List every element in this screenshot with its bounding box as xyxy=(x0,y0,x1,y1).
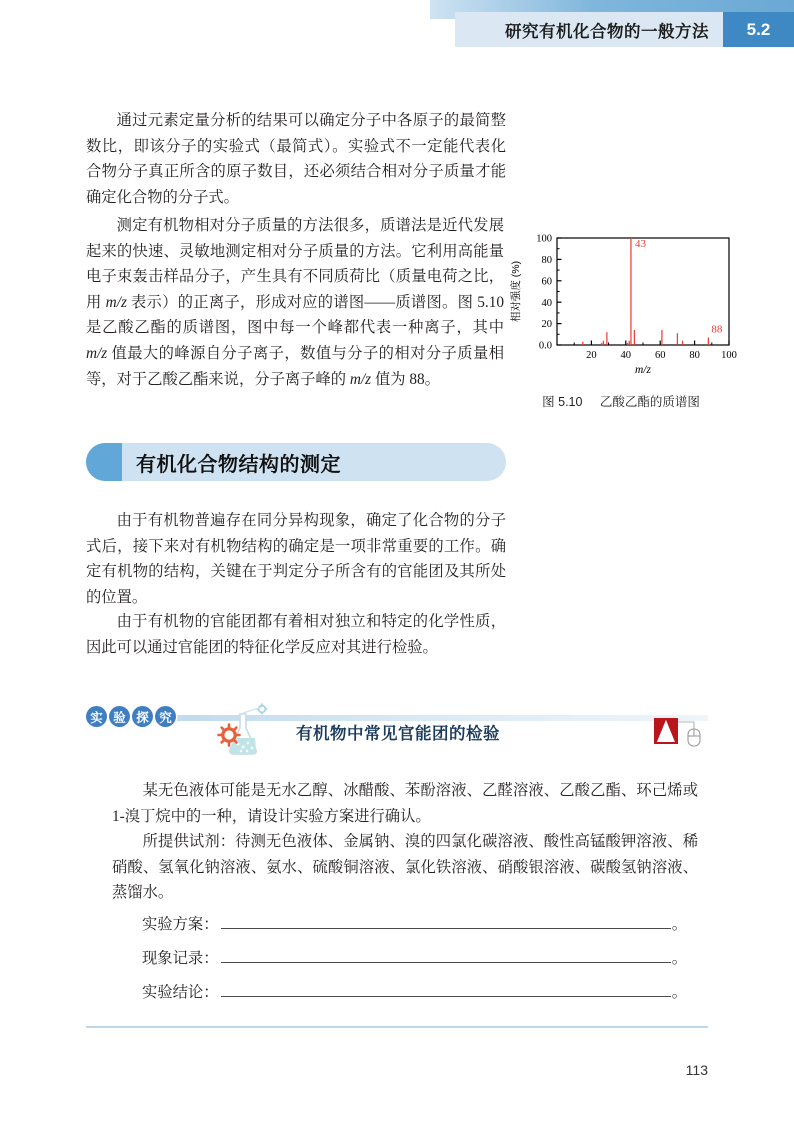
header-title: 研究有机化合物的一般方法 xyxy=(455,12,723,47)
small-gear-icon xyxy=(257,704,267,714)
plot-frame xyxy=(557,238,729,345)
y-tick-label: 40 xyxy=(541,297,552,309)
para2-part-d: 值为 88。 xyxy=(371,370,440,388)
badge-char-3: 究 xyxy=(155,706,176,727)
red-gear-icon xyxy=(219,725,240,746)
experiment-body xyxy=(112,778,698,906)
blank-row[interactable] xyxy=(142,946,687,980)
page-number: 113 xyxy=(685,1062,708,1078)
badge-char-2: 探 xyxy=(132,706,153,727)
x-tick-label: 20 xyxy=(586,350,597,361)
peak-label: 88 xyxy=(711,323,723,336)
blank-write-line[interactable] xyxy=(221,962,671,963)
mass-spectrum-chart xyxy=(505,228,737,380)
x-axis-label: m/z xyxy=(635,364,651,376)
figure-caption-text: 乙酸乙酯的质谱图 xyxy=(599,395,700,409)
section-paragraph-2 xyxy=(86,609,506,660)
experiment-resource-icons xyxy=(654,716,708,748)
paragraph-text xyxy=(86,213,504,392)
section-heading-bar xyxy=(86,443,506,481)
blank-row[interactable] xyxy=(142,980,687,1014)
paragraph-text: 通过元素定量分析的结果可以确定分子中各原子的最简整数比，即该分子的实验式（最简式）。实验式不一定能代表化合物分子真正所含的原子数目，还必须结合相对分子质量才能确定化合物的分子式。 xyxy=(86,112,506,206)
y-tick-label: 0.0 xyxy=(538,340,552,352)
section-heading-title: 有机化合物结构的测定 xyxy=(136,453,341,476)
flask-icon xyxy=(216,702,278,758)
blank-period: 。 xyxy=(671,984,687,1001)
experiment-banner xyxy=(86,700,708,758)
para2-part-c: 值最大的峰源自分子离子，数值与分子的相对分子质量相等，对于乙酸乙酯来说，分子离子峰的 xyxy=(86,344,504,388)
experiment-blanks xyxy=(142,912,687,1014)
figure-caption xyxy=(505,392,737,410)
blank-label: 实验方案： xyxy=(142,916,219,933)
figure-mass-spectrum xyxy=(505,228,737,410)
y-tick-label: 80 xyxy=(541,255,552,266)
x-tick-label: 100 xyxy=(721,350,737,361)
badge-char-1: 验 xyxy=(109,706,130,727)
mz-symbol: m/z xyxy=(105,293,127,311)
para2-part-b: 表示）的正离子，形成对应的谱图——质谱图。图 5.10 是乙酸乙酯的质谱图，图中每一个峰都代表一种离子，其中 xyxy=(86,293,504,337)
para2-part-a: 测定有机物相对分子质量的方法很多，质谱法是近代发展起来的快速、灵敏地测定相对分子质量的方法。它利用高能量电子束轰击样品分子，产生具有不同质荷比（质量电荷之比，用 xyxy=(86,217,504,311)
y-tick-label: 100 xyxy=(536,233,552,245)
y-tick-label: 60 xyxy=(541,276,552,288)
mouse-icon xyxy=(688,729,700,746)
x-tick-label: 60 xyxy=(654,350,666,361)
mz-symbol: m/z xyxy=(86,344,108,362)
experiment-paragraph-2: 所提供试剂：待测无色液体、金属钠、溴的四氯化碳溶液、酸性高锰酸钾溶液、稀硝酸、氢氧化钠溶液、氨水、硫酸铜溶液、氯化铁溶液、硝酸银溶液、碳酸氢钠溶液、蒸馏水。 xyxy=(112,833,698,902)
paragraph-text: 由于有机物普遍存在同分异构现象，确定了化合物的分子式后，接下来对有机物结构的确定是一项非常重要的工作。确定有机物的结构，关键在于判定分子所含有的官能团及其所处的位置。 xyxy=(86,512,506,606)
body-paragraph-1 xyxy=(86,108,506,210)
section-heading-accent-block xyxy=(86,443,122,481)
blank-write-line[interactable] xyxy=(221,928,671,929)
blank-row[interactable] xyxy=(142,912,687,946)
blank-label: 实验结论： xyxy=(142,984,219,1001)
peak-label: 43 xyxy=(634,238,646,250)
header-section-number: 5.2 xyxy=(723,12,794,47)
y-tick-label: 20 xyxy=(541,319,552,331)
blank-period: 。 xyxy=(671,950,687,967)
footer-rule xyxy=(86,1026,708,1028)
running-header xyxy=(0,0,794,47)
section-paragraph-1 xyxy=(86,508,506,610)
mz-symbol: m/z xyxy=(349,370,372,388)
experiment-badge xyxy=(86,706,176,727)
x-tick-label: 40 xyxy=(620,350,632,361)
body-paragraph-2 xyxy=(86,213,504,392)
blank-write-line[interactable] xyxy=(221,996,671,997)
x-tick-label: 80 xyxy=(689,350,700,361)
paragraph-text: 由于有机物的官能团都有着相对独立和特定的化学性质，因此可以通过官能团的特征化学反应对其进行检验。 xyxy=(86,613,506,656)
experiment-title: 有机物中常见官能团的检验 xyxy=(296,725,500,743)
y-axis-label: 相对强度 (%) xyxy=(510,260,522,323)
blank-period: 。 xyxy=(671,916,687,933)
badge-char-0: 实 xyxy=(86,706,107,727)
red-flag-icon xyxy=(654,718,678,744)
blank-label: 现象记录： xyxy=(142,950,219,967)
experiment-paragraph-1: 某无色液体可能是无水乙醇、冰醋酸、苯酚溶液、乙醛溶液、乙酸乙酯、环己烯或 1-溴丁烷中的一种，请设计实验方案进行确认。 xyxy=(112,782,698,825)
figure-number: 图 5.10 xyxy=(542,395,583,409)
